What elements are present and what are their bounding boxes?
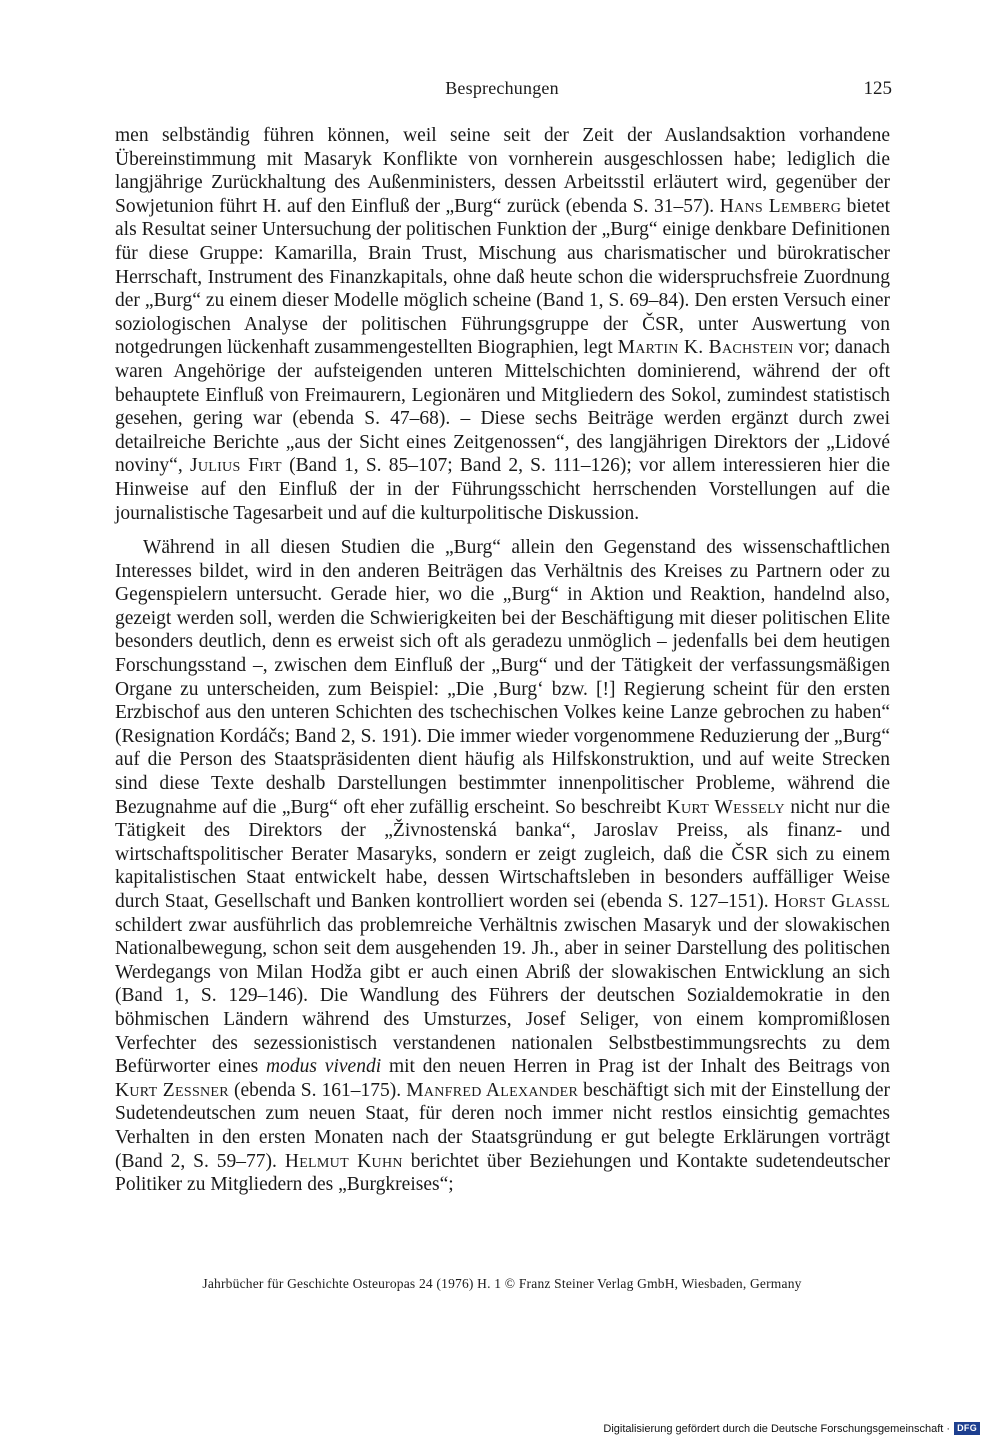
- text-run: berichtet über Beziehungen und Kontakte sudetendeutscher Politiker zu Mitgliedern des „Burgkreises“;: [115, 1150, 890, 1196]
- text-run: bietet als Resultat seiner Untersuchung der politischen Funktion der „Burg“ einige denkbare Definitionen für diese Gruppe: Kamarilla, Brain Trust, Mischung aus charismatischer und bürokratischer Herrschaft, Instrument des Finanzkapitals, ohne daß heute schon die widerspruchsfreie Zuordnung der „Burg“ zu einem dieser Modelle möglich scheine (Band 1, S. 69–84). Den ersten Versuch einer soziologischen Analyse der politischen Führungsgruppe der ČSR, unter Auswertung von notgedrungen lückenhaft zusammengestellten Biographien, legt: [115, 195, 890, 359]
- running-title: Besprechungen: [445, 78, 559, 98]
- paragraph-1: [115, 124, 890, 525]
- author-name: Kurt Zessner: [115, 1079, 229, 1101]
- text-run: vor; danach waren Angehörige der aufsteigenden unteren Mittelschichten dominierend, während der oft behauptete Einfluß von Freimaurern, Legionären und Mitgliedern des Sokol, zumindest statistisch gesehen, gering war (ebenda S. 47–68). – Diese sechs Beiträge werden ergänzt durch zwei detailreiche Berichte „aus der Sicht eines Zeitgenossen“, des langjährigen Direktors der „Lidové noviny“,: [115, 337, 890, 477]
- author-name: Julius Firt: [189, 455, 282, 477]
- author-name: Manfred Alexander: [406, 1079, 579, 1101]
- author-name: Kurt Wessely: [666, 796, 785, 818]
- text-run: nicht nur die Tätigkeit des Direktors der „Živnostenská banka“, Jaroslav Preiss, als finanz- und wirtschaftspolitischer Berater Masaryks, sondern er zeigt zugleich, daß die ČSR sich zu einem kapitalistischen Staat entwickelt habe, dessen Wirtschaftsleben in besonders auffälliger Weise durch Staat, Gesellschaft und Banken kontrolliert worden sei (ebenda S. 127–151).: [115, 796, 891, 912]
- author-name: Helmut Kuhn: [284, 1150, 403, 1172]
- journal-citation-footer: Jahrbücher für Geschichte Osteuropas 24 (1976) H. 1 © Franz Steiner Verlag GmbH, Wiesbaden, Germany: [202, 1276, 802, 1291]
- page-header: [112, 78, 892, 102]
- author-name: Martin K. Bachstein: [617, 337, 794, 359]
- text-run: (Band 1, S. 85–107; Band 2, S. 111–126); vor allem interessieren hier die Hinweise auf den Einfluß der in der Führungsschicht herrschenden Vorstellungen auf die journalistische Tagesarbeit und auf die kulturpolitische Diskussion.: [115, 455, 890, 524]
- page-number: 125: [863, 78, 892, 99]
- article-body: [115, 124, 890, 1197]
- text-run: schildert zwar ausführlich das problemreiche Verhältnis zwischen Masaryk und der slowakischen Nationalbewegung, schon seit dem ausgehenden 19. Jh., aber in seiner Darstellung des politischen Werdegangs von Milan Hodža gibt er auch einen Abriß der slowakischen Entwicklung an sich (Band 1, S. 129–146). Die Wandlung des Führers der deutschen Sozialdemokratie in den böhmischen Ländern während des Umsturzes, Josef Seliger, von einem kompromißlosen Verfechter des sezessionistisch verstandenen nationalen Selbstbestimmungsrechts zu dem Befürworter eines: [115, 914, 890, 1078]
- author-name: Hans Lemberg: [719, 195, 842, 217]
- text-run: beschäftigt sich mit der Einstellung der Sudetendeutschen zum neuen Staat, für deren noch immer nicht restlos einsichtig gemachtes Verhalten in den ersten Monaten nach der Staatsgründung er gut belegte Erklärungen vorträgt (Band 2, S. 59–77).: [115, 1079, 890, 1172]
- text-run: mit den neuen Herren in Prag ist der Inhalt des Beitrags von: [381, 1056, 890, 1078]
- digitization-notice: [603, 1422, 980, 1435]
- latin-phrase: modus vivendi: [266, 1056, 382, 1078]
- text-run: men selbständig führen können, weil seine seit der Zeit der Auslandsaktion vorhandene Übereinstimmung mit Masaryk Konflikte von vornherein ausgeschlossen habe; lediglich die langjährige Zurückhaltung des Außenministers, dessen Arbeitsstil erläutert wird, gegenüber der Sowjetunion führt H. auf den Einfluß der „Burg“ zurück (ebenda S. 31–57).: [115, 125, 890, 217]
- paragraph-2: [115, 536, 890, 1197]
- author-name: Horst Glassl: [774, 891, 890, 912]
- text-run: (ebenda S. 161–175).: [228, 1079, 407, 1101]
- text-run: Während in all diesen Studien die „Burg“ allein den Gegenstand des wissenschaftlichen Interesses bildet, wird in den anderen Beiträgen das Verhältnis des Kreises zu Partnern oder zu Gegenspielern untersucht. Gerade hier, wo die „Burg“ in Aktion und Reaktion, handelnd also, gezeigt werden soll, werden die Schwierigkeiten bei der Beschäftigung mit dieser politischen Elite besonders deutlich, denn es erweist sich oft als geradezu unmöglich – jedenfalls bei dem heutigen Forschungsstand –, zwischen dem Einfluß der „Burg“ und der Tätigkeit der verfassungsmäßigen Organe zu unterscheiden, zum Beispiel: „Die ‚Burg‘ bzw. [!] Regierung scheint für den ersten Erzbischof aus den unteren Schichten des tschechischen Volkes keine Lanze gebrochen zu haben“ (Resignation Kordáčs; Band 2, S. 191). Die immer wieder vorgenommene Reduzierung der „Burg“ auf die Person des Staatspräsidenten dient häufig als Hilfskonstruktion, und auf weite Strecken sind diese Texte deshalb Darstellungen bestimmter innenpolitischer Probleme, während die Bezugnahme auf die „Burg“ oft eher zufällig erscheint. So beschreibt: [115, 537, 890, 818]
- dfg-logo-icon: DFG: [954, 1422, 980, 1435]
- dfg-notice-text: Digitalisierung gefördert durch die Deutsche Forschungsgemeinschaft ·: [603, 1422, 951, 1435]
